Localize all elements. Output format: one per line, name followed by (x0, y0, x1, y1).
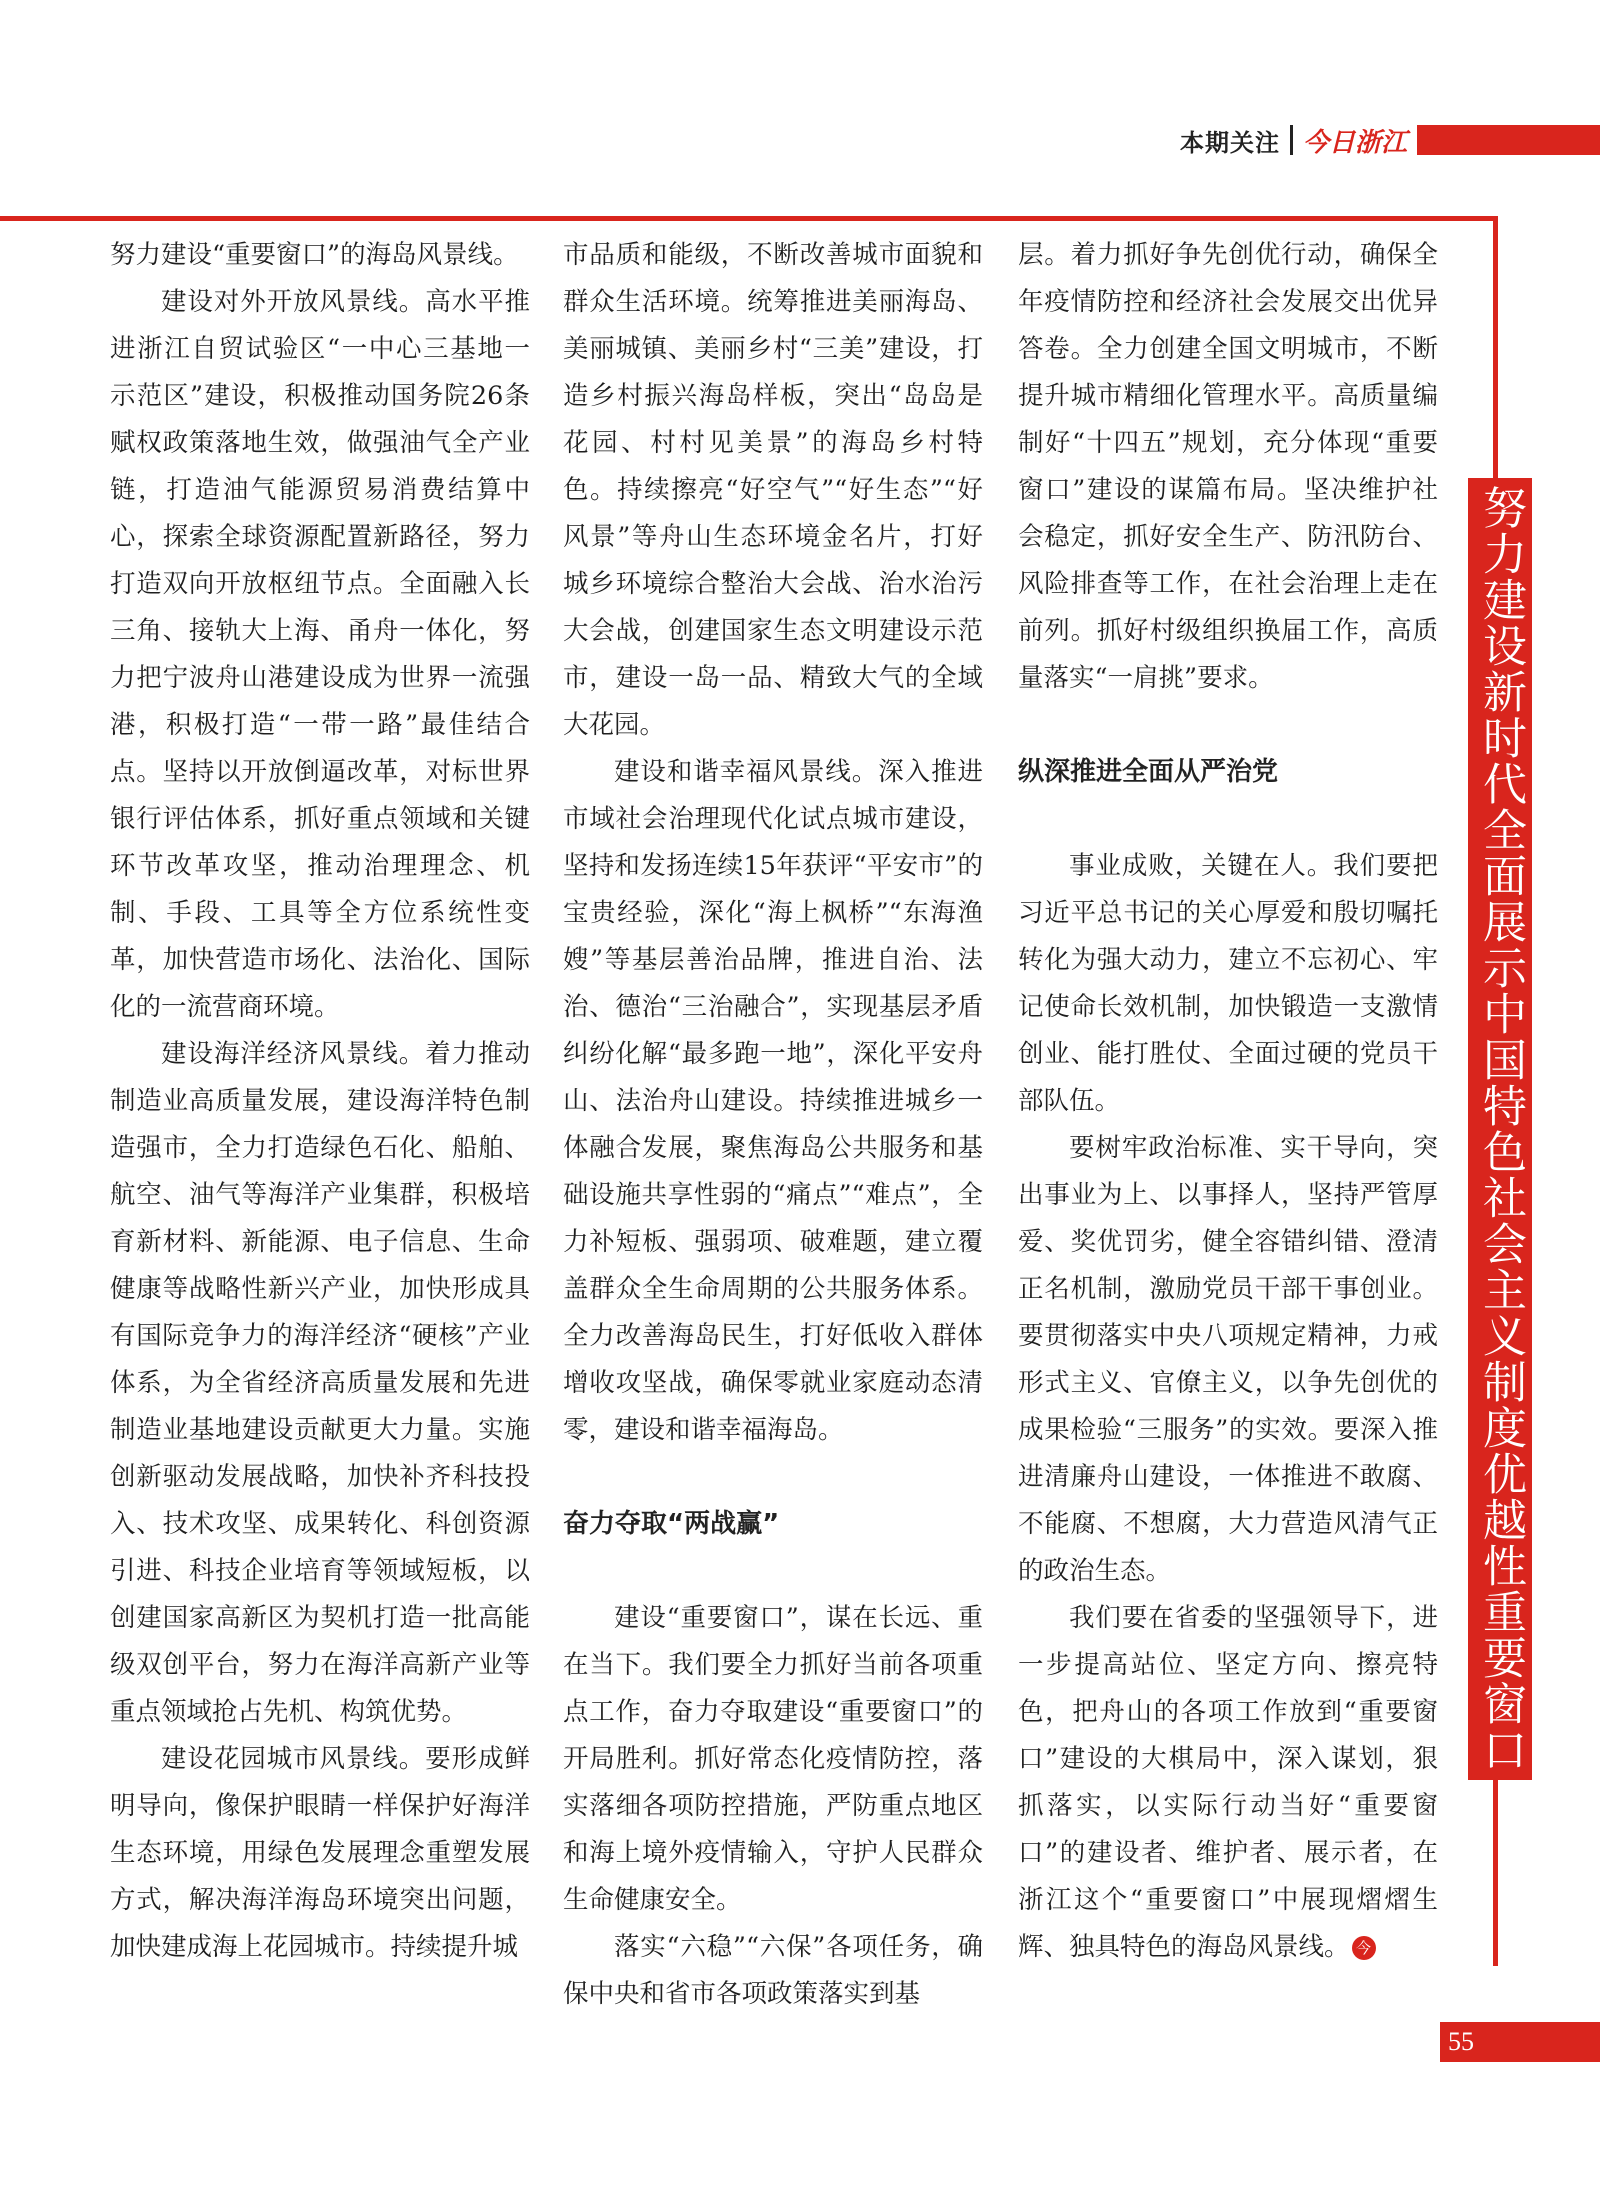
vertical-title: 努力建设新时代全面展示中国特色社会主义制度优越性重要窗口 (1475, 485, 1526, 1773)
vertical-title-banner (1468, 478, 1532, 1780)
paragraph: 落实“六稳”“六保”各项任务，确保中央和省市各项政策落实到基 (563, 1932, 983, 2009)
text-column-2 (563, 232, 983, 2018)
paragraph: 层。着力抓好争先创优行动，确保全年疫情防控和经济社会发展交出优异答卷。全力创建全国文明城市，不断提升城市精细化管理水平。高质量编制好“十四五”规划，充分体现“重要窗口”建设的谋篇布局。坚决维护社会稳定，抓好安全生产、防汛防台、风险排查等工作，在社会治理上走在前列。抓好村级组织换届工作，高质量落实“一肩挑”要求。 (1018, 240, 1438, 693)
paragraph: 市品质和能级，不断改善城市面貌和群众生活环境。统筹推进美丽海岛、美丽城镇、美丽乡村“三美”建设，打造乡村振兴海岛样板，突出“岛岛是花园、村村见美景”的海岛乡村特色。持续擦亮“好空气”“好生态”“好风景”等舟山生态环境金名片，打好城乡环境综合整治大会战、治水治污大会战，创建国家生态文明建设示范市，建设一岛一品、精致大气的全域大花园。 (563, 240, 983, 740)
magazine-logo: 今日浙江 (1303, 127, 1408, 158)
header-divider (1290, 125, 1293, 155)
page-header (1180, 120, 1600, 160)
header-red-bar (1417, 125, 1600, 155)
paragraph: 建设和谐幸福风景线。深入推进市域社会治理现代化试点城市建设，坚持和发扬连续15年获评“平安市”的宝贵经验，深化“海上枫桥”“东海渔嫂”等基层善治品牌，推进自治、法治、德治“三治融合”，实现基层矛盾纠纷化解“最多跑一地”，深化平安舟山、法治舟山建设。持续推进城乡一体融合发展，聚焦海岛公共服务和基础设施共享性弱的“痛点”“难点”，全力补短板、强弱项、破难题，建立覆盖群众全生命周期的公共服务体系。全力改善海岛民生，打好低收入群体增收攻坚战，确保零就业家庭动态清零，建设和谐幸福海岛。 (563, 757, 983, 1445)
paragraph-text: 我们要在省委的坚强领导下，进一步提高站位、坚定方向、擦亮特色，把舟山的各项工作放到“重要窗口”建设的大棋局中，深入谋划，狠抓落实，以实际行动当好“重要窗口”的建设者、维护者、展示者，在浙江这个“重要窗口”中展现熠熠生辉、独具特色的海岛风景线。 (1018, 1603, 1438, 1962)
page-number: 55 (1440, 2022, 1600, 2062)
section-label: 本期关注 (1180, 128, 1280, 157)
text-column-3 (1018, 232, 1438, 1971)
section-heading: 纵深推进全面从严治党 (1018, 757, 1279, 787)
paragraph: 要树牢政治标准、实干导向，突出事业为上、以事择人，坚持严管厚爱、奖优罚劣，健全容错纠错、澄清正名机制，激励党员干部干事创业。要贯彻落实中央八项规定精神，力戒形式主义、官僚主义，以争先创优的成果检验“三服务”的实效。要深入推进清廉舟山建设，一体推进不敢腐、不能腐、不想腐，大力营造风清气正的政治生态。 (1018, 1133, 1438, 1586)
paragraph: 事业成败，关键在人。我们要把习近平总书记的关心厚爱和殷切嘱托转化为强大动力，建立不忘初心、牢记使命长效机制，加快锻造一支激情创业、能打胜仗、全面过硬的党员干部队伍。 (1018, 851, 1438, 1116)
article-end-icon: 今 (1352, 1936, 1376, 1960)
paragraph: 建设“重要窗口”，谋在长远、重在当下。我们要全力抓好当前各项重点工作，奋力夺取建设“重要窗口”的开局胜利。抓好常态化疫情防控，落实落细各项防控措施，严防重点地区和海上境外疫情输入，守护人民群众生命健康安全。 (563, 1603, 983, 1915)
paragraph (1018, 1595, 1438, 1971)
top-red-rule (0, 216, 1498, 221)
text-column-1 (110, 232, 530, 1971)
paragraph: 努力建设“重要窗口”的海岛风景线。 (110, 240, 519, 270)
paragraph: 建设海洋经济风景线。着力推动制造业高质量发展，建设海洋特色制造强市，全力打造绿色石化、船舶、航空、油气等海洋产业集群，积极培育新材料、新能源、电子信息、生命健康等战略性新兴产业，加快形成具有国际竞争力的海洋经济“硬核”产业体系，为全省经济高质量发展和先进制造业基地建设贡献更大力量。实施创新驱动发展战略，加快补齐科技投入、技术攻坚、成果转化、科创资源引进、科技企业培育等领域短板，以创建国家高新区为契机打造一批高能级双创平台，努力在海洋高新产业等重点领域抢占先机、构筑优势。 (110, 1039, 530, 1727)
paragraph: 建设花园城市风景线。要形成鲜明导向，像保护眼睛一样保护好海洋生态环境，用绿色发展理念重塑发展方式，解决海洋海岛环境突出问题，加快建成海上花园城市。持续提升城 (110, 1744, 530, 1962)
section-heading: 奋力夺取“两战赢” (563, 1509, 780, 1539)
paragraph: 建设对外开放风景线。高水平推进浙江自贸试验区“一中心三基地一示范区”建设，积极推动国务院26条赋权政策落地生效，做强油气全产业链，打造油气能源贸易消费结算中心，探索全球资源配置新路径，努力打造双向开放枢纽节点。全面融入长三角、接轨大上海、甬舟一体化，努力把宁波舟山港建设成为世界一流强港，积极打造“一带一路”最佳结合点。坚持以开放倒逼改革，对标世界银行评估体系，抓好重点领域和关键环节改革攻坚，推动治理理念、机制、手段、工具等全方位系统性变革，加快营造市场化、法治化、国际化的一流营商环境。 (110, 287, 530, 1022)
